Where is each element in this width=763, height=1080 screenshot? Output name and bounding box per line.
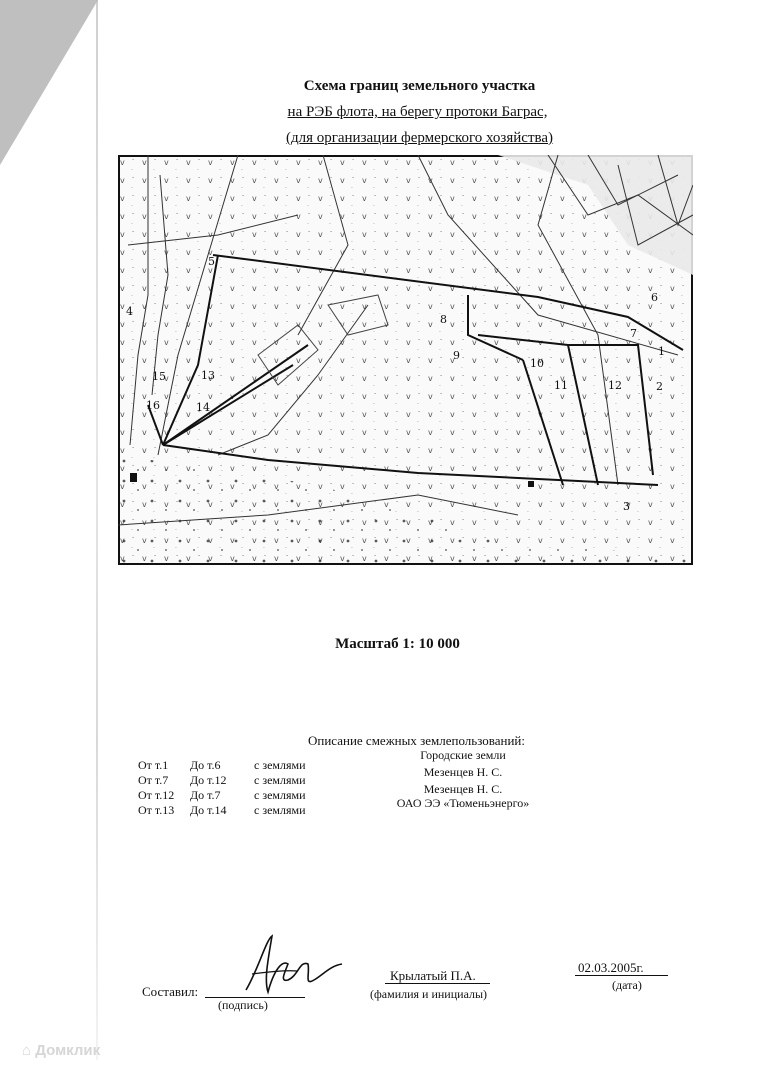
map-point-label-15: 15 <box>152 370 166 383</box>
watermark-logo <box>22 1042 100 1059</box>
house-icon: ⌂ <box>22 1042 32 1059</box>
map-point-label-8: 8 <box>440 313 447 326</box>
adjacent-row <box>138 796 558 818</box>
map-point-label-13: 13 <box>201 369 215 382</box>
map-point-label-4: 4 <box>126 305 133 318</box>
adjacent-owner: Мезенцев Н. С. <box>423 765 503 779</box>
adjacent-owner: Городские земли <box>420 748 506 762</box>
with-lands: с землями <box>254 803 306 817</box>
document-title: Схема границ земельного участка <box>303 78 536 94</box>
name-caption: (фамилия и инициалы) <box>370 987 488 1001</box>
author-name: Крылатый П.А. <box>390 968 476 983</box>
map-point-label-6: 6 <box>651 291 658 304</box>
map-point-label-12: 12 <box>608 379 622 392</box>
map-point-label-10: 10 <box>530 357 544 370</box>
map-point-label-2: 2 <box>656 380 663 393</box>
map-point-label-3: 3 <box>623 500 630 513</box>
map-point-label-7: 7 <box>630 327 637 340</box>
to-point: До т.6 <box>190 758 221 772</box>
signature-caption: (подпись) <box>218 998 268 1012</box>
document-date: 02.03.2005г. <box>578 960 644 975</box>
map-point-label-16: 16 <box>146 399 160 412</box>
name-line <box>385 983 490 984</box>
date-caption: (дата) <box>612 978 642 992</box>
with-lands: с землями <box>254 773 306 787</box>
from-point: От т.13 <box>138 803 175 817</box>
map-scale: Масштаб 1: 10 000 <box>335 636 460 652</box>
with-lands: с землями <box>254 788 306 802</box>
to-point: До т.14 <box>190 803 227 817</box>
scan-page-edge <box>96 0 98 1060</box>
from-point: От т.7 <box>138 773 169 787</box>
to-point: До т.7 <box>190 788 221 802</box>
to-point: До т.12 <box>190 773 227 787</box>
adjacent-owner: Мезенцев Н. С. <box>423 782 503 796</box>
map-point-label-5: 5 <box>208 255 215 268</box>
composed-label: Составил: <box>142 984 199 999</box>
map-point-label-9: 9 <box>453 349 460 362</box>
date-line <box>575 975 668 976</box>
watermark-text: Домклик <box>35 1042 101 1059</box>
land-plot-map <box>118 155 693 565</box>
map-point-label-1: 1 <box>658 345 665 358</box>
map-point-label-14: 14 <box>196 401 210 414</box>
document-subtitle-location: на РЭБ флота, на берегу протоки Баграс, <box>287 104 548 120</box>
document-subtitle-purpose: (для организации фермерского хозяйства) <box>285 130 554 146</box>
signature-block <box>0 960 763 1020</box>
handwritten-signature <box>238 930 348 1000</box>
adjacent-land-heading: Описание смежных землепользований: <box>308 733 525 748</box>
from-point: От т.12 <box>138 788 175 802</box>
map-point-label-11: 11 <box>554 379 568 392</box>
with-lands: с землями <box>254 758 306 772</box>
from-point: От т.1 <box>138 758 169 772</box>
adjacent-owner: ОАО ЭЭ «Тюменьэнерго» <box>396 796 530 810</box>
